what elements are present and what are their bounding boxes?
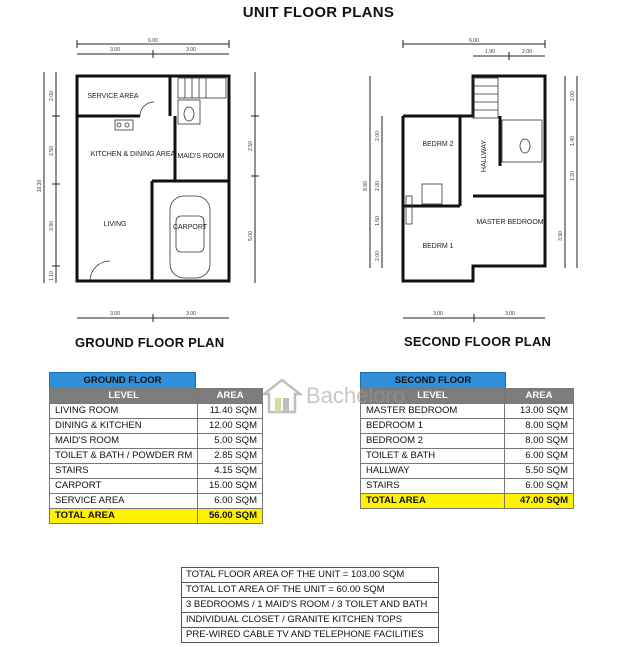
gf-dim-right: 3.00 [186, 47, 196, 53]
gf-dim-h-mid: 2.50 [49, 146, 55, 156]
gf-dim-bottom-right: 3.00 [186, 311, 196, 317]
gf-room-carport: CARPORT [172, 224, 208, 231]
row-label: MAID'S ROOM [50, 434, 198, 449]
row-value: 6.00 SQM [505, 479, 574, 494]
table-header-row [50, 389, 263, 404]
sf-dim-total-h: 8.90 [363, 181, 369, 191]
table-row [361, 449, 574, 464]
summary-total-floor-area: TOTAL FLOOR AREA OF THE UNIT = 103.00 SQM [182, 568, 439, 583]
sf-room-bed2: BEDRM 2 [422, 141, 454, 148]
header-area: AREA [198, 389, 263, 404]
sf-dim-top-b: 2.00 [522, 49, 532, 55]
gf-dim-left: 3.00 [110, 47, 120, 53]
summary-row [182, 613, 439, 628]
ground-floor-area-table [49, 388, 263, 524]
total-label: TOTAL AREA [361, 494, 505, 509]
row-value: 5.00 SQM [198, 434, 263, 449]
page-title: UNIT FLOOR PLANS [242, 4, 395, 21]
summary-row [182, 568, 439, 583]
summary-row [182, 598, 439, 613]
table-row [361, 479, 574, 494]
sf-dim-l-top: 2.00 [375, 131, 381, 141]
gf-dim-overall: 6.00 [148, 38, 158, 44]
ground-floor-plan-title: GROUND FLOOR PLAN [75, 335, 225, 350]
sf-dim-r-mid: 1.40 [570, 136, 576, 146]
table-row [50, 419, 263, 434]
gf-dim-h-right: 5.00 [248, 231, 254, 241]
sf-dim-top-a: 1.90 [485, 49, 495, 55]
row-label: CARPORT [50, 479, 198, 494]
gf-dim-h-top: 2.00 [49, 91, 55, 101]
row-value: 8.00 SQM [505, 434, 574, 449]
row-value: 11.40 SQM [198, 404, 263, 419]
row-value: 6.00 SQM [198, 494, 263, 509]
table-row [361, 419, 574, 434]
gf-dim-h-low: 3.90 [49, 221, 55, 231]
row-value: 8.00 SQM [505, 419, 574, 434]
table-row [50, 494, 263, 509]
watermark-text: Bacheloro [306, 383, 406, 408]
gf-room-kitchen: KITCHEN & DINING AREA [90, 151, 176, 158]
watermark [262, 378, 405, 414]
second-floor-drawing [360, 36, 590, 336]
row-value: 4.15 SQM [198, 464, 263, 479]
row-value: 13.00 SQM [505, 404, 574, 419]
sf-dim-r-bot: 3.90 [558, 231, 564, 241]
table-row [50, 449, 263, 464]
sf-dim-bottom-left: 3.00 [433, 311, 443, 317]
row-label: STAIRS [361, 479, 505, 494]
table-row [50, 464, 263, 479]
row-label: BEDROOM 1 [361, 419, 505, 434]
row-value: 15.00 SQM [198, 479, 263, 494]
sf-dim-bottom-right: 3.00 [505, 311, 515, 317]
ground-floor-drawing [30, 36, 270, 336]
sf-room-bed1: BEDRM 1 [422, 243, 454, 250]
table-row [361, 434, 574, 449]
table-row [50, 434, 263, 449]
row-value: 12.00 SQM [198, 419, 263, 434]
gf-room-living: LIVING [103, 221, 127, 228]
sf-dim-overall: 6.00 [469, 38, 479, 44]
sf-dim-l-mid: 2.00 [375, 181, 381, 191]
house-logo-icon [262, 378, 302, 414]
unit-summary-table [181, 567, 439, 643]
sf-dim-l-bot: 2.00 [375, 251, 381, 261]
gf-dim-h-right-top: 2.50 [248, 141, 254, 151]
gf-dim-bottom-left: 3.00 [110, 311, 120, 317]
header-level: LEVEL [361, 389, 505, 404]
second-floor-label: SECOND FLOOR [360, 372, 506, 389]
row-label: BEDROOM 2 [361, 434, 505, 449]
summary-row [182, 628, 439, 643]
table-row [50, 479, 263, 494]
total-label: TOTAL AREA [50, 509, 198, 524]
summary-row [182, 583, 439, 598]
gf-dim-h-bottom: 1.10 [49, 271, 55, 281]
row-label: TOILET & BATH / POWDER RM [50, 449, 198, 464]
gf-dim-total-h: 10.30 [37, 179, 43, 193]
header-level: LEVEL [50, 389, 198, 404]
total-row [361, 494, 574, 509]
ground-floor-label: GROUND FLOOR [49, 372, 196, 389]
total-value: 56.00 SQM [198, 509, 263, 524]
sf-room-master: MASTER BEDROOM [476, 219, 544, 226]
summary-closet: INDIVIDUAL CLOSET / GRANITE KITCHEN TOPS [182, 613, 439, 628]
sf-dim-l-low: 1.50 [375, 216, 381, 226]
row-value: 5.50 SQM [505, 464, 574, 479]
row-label: HALLWAY [361, 464, 505, 479]
total-row [50, 509, 263, 524]
row-label: SERVICE AREA [50, 494, 198, 509]
summary-rooms: 3 BEDROOMS / 1 MAID'S ROOM / 3 TOILET AND BATH [182, 598, 439, 613]
row-label: MASTER BEDROOM [361, 404, 505, 419]
sf-dim-r-top: 2.00 [570, 91, 576, 101]
summary-cable: PRE-WIRED CABLE TV AND TELEPHONE FACILITIES [182, 628, 439, 643]
row-value: 6.00 SQM [505, 449, 574, 464]
row-label: TOILET & BATH [361, 449, 505, 464]
row-label: DINING & KITCHEN [50, 419, 198, 434]
gf-room-service: SERVICE AREA [87, 93, 139, 100]
gf-room-maids: MAID'S ROOM [177, 153, 225, 160]
header-area: AREA [505, 389, 574, 404]
row-value: 2.85 SQM [198, 449, 263, 464]
sf-room-hallway: HALLWAY [481, 139, 488, 173]
table-row [361, 464, 574, 479]
second-floor-plan-title: SECOND FLOOR PLAN [404, 334, 552, 349]
row-label: LIVING ROOM [50, 404, 198, 419]
summary-total-lot-area: TOTAL LOT AREA OF THE UNIT = 60.00 SQM [182, 583, 439, 598]
row-label: STAIRS [50, 464, 198, 479]
total-value: 47.00 SQM [505, 494, 574, 509]
table-row [50, 404, 263, 419]
sf-dim-r-low: 1.20 [570, 171, 576, 181]
